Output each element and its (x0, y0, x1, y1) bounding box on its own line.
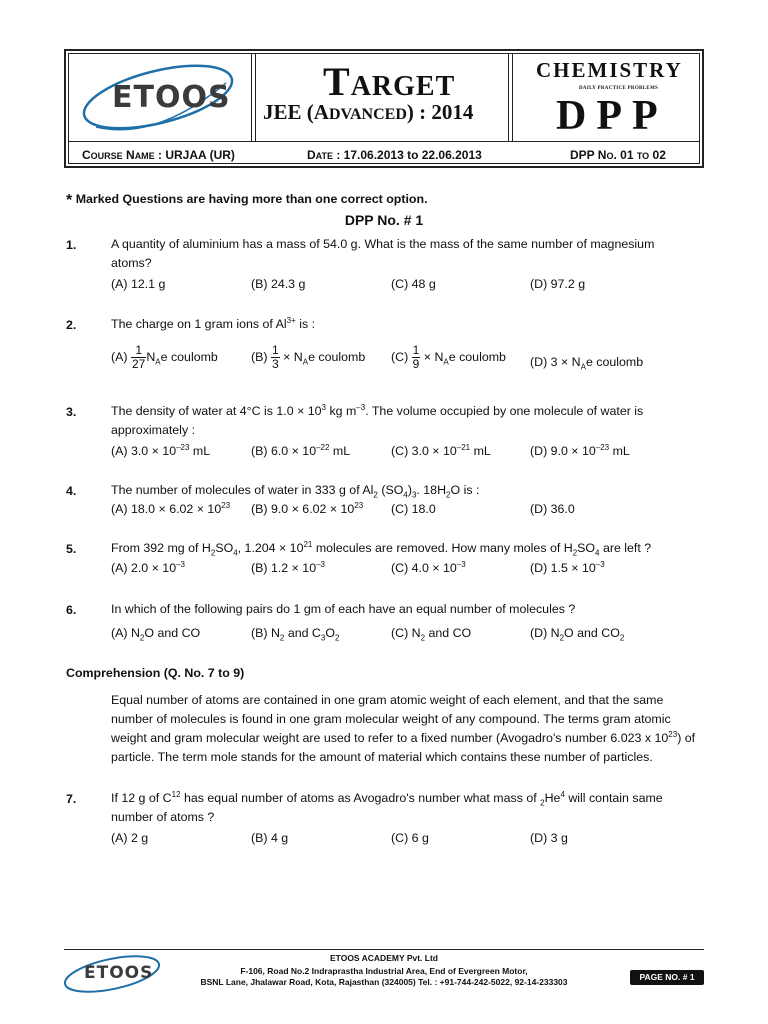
passage-line1: Equal number of atoms are contained in one gram atomic weight of each element, and that the same (111, 693, 664, 707)
date-d: D (307, 148, 316, 162)
q3-l1c: . The volume occupied by one molecule of water is (365, 404, 644, 418)
header-info-separator (68, 141, 700, 142)
q4-t3: ) (407, 483, 412, 497)
q4-option-c: (C) 18.0 (391, 502, 436, 516)
q1-option-c: (C) 48 g (391, 277, 436, 291)
q2-c-den: 9 (412, 357, 420, 371)
q5-t3: , 1.204 × 10 (237, 541, 304, 555)
q7-sup1: 12 (171, 789, 181, 799)
date-rest: ATE (315, 151, 334, 161)
q2-b-den: 3 (271, 357, 279, 371)
q7-t1: If 12 g of C (111, 791, 172, 805)
footer-rule (64, 949, 704, 950)
q1-option-a: (A) 12.1 g (111, 277, 166, 291)
q2-sup: 3+ (286, 315, 296, 325)
q5-c: (C) 4.0 × 10 (391, 561, 457, 575)
q2-a-fraction (131, 344, 146, 371)
q5-d-sup: –3 (595, 559, 605, 569)
q4-a: (A) 18.0 × 6.02 × 10 (111, 502, 222, 516)
q7-option-b: (B) 4 g (251, 831, 289, 845)
q6-b3: O (325, 626, 335, 640)
dpp-heading: DPP No. # 1 (344, 212, 424, 228)
jee-text: JEE ( (263, 100, 314, 124)
footer-address-1: F-106, Road No.2 Indraprastha Industrial Area, End of Evergreen Motor, (240, 966, 528, 976)
dpp-text: DPP N (570, 148, 607, 162)
q3-text (111, 402, 705, 440)
q3-a-sup: –23 (176, 442, 190, 452)
q6-c-s1: 2 (420, 633, 426, 643)
q1-number: 1. (66, 238, 77, 252)
q2-a-label: (A) (111, 349, 128, 364)
q2-text (111, 315, 315, 334)
q4-t4: . 18H (416, 483, 447, 497)
target-initial: T (323, 59, 351, 104)
dpp-to: TO (636, 151, 650, 161)
q3-d-sup: –23 (595, 442, 610, 452)
q2-c-num: 1 (412, 343, 420, 357)
course-name (82, 148, 235, 162)
q6-c1: (C) N (391, 626, 421, 640)
q4-s2: 4 (403, 490, 408, 500)
q3-b-tail: mL (329, 444, 351, 458)
header-divider-2b (512, 53, 513, 141)
q2-c-sub: A (443, 357, 449, 367)
course-n: N (122, 148, 135, 162)
q5-option-b (251, 561, 325, 575)
page-number-badge: PAGE NO. # 1 (630, 970, 704, 985)
q5-b: (B) 1.2 × 10 (251, 561, 317, 575)
q2-b-sub: A (302, 357, 309, 367)
q5-a-sup: –3 (176, 559, 185, 569)
q3-c-sup: –21 (456, 442, 471, 452)
q3-c: (C) 3.0 × 10 (391, 444, 457, 458)
adv-initial: A (313, 100, 329, 124)
q3-option-c (391, 444, 491, 458)
q6-text: In which of the following pairs do 1 gm of each have an equal number of molecules ? (111, 602, 576, 616)
q3-l1b: kg m (326, 404, 357, 418)
footer-address-2: BSNL Lane, Jhalawar Road, Kota, Rajasthan (324005) Tel. : +91-744-242-5022, 92-14-233303 (200, 977, 568, 987)
q2-b-label: (B) (251, 349, 268, 364)
q4-t2: (SO (377, 483, 404, 497)
q6-b-s2: 3 (320, 633, 326, 643)
q6-option-c (391, 626, 472, 643)
q5-option-a (111, 561, 185, 575)
q4-text (111, 481, 479, 500)
q5-t5: SO (577, 541, 596, 555)
q2-d-text: (D) 3 × N (530, 355, 581, 369)
q7-sup2: 4 (560, 789, 565, 799)
q5-b-sup: –3 (316, 559, 325, 569)
q5-d: (D) 1.5 × 10 (530, 561, 596, 575)
q6-a2: O and CO (144, 626, 201, 640)
q6-a1: (A) N (111, 626, 140, 640)
q6-option-a (111, 626, 201, 643)
target-rest: ARGET (350, 71, 456, 102)
q5-t1: From 392 mg of H (111, 541, 211, 555)
q2-a-num: 1 (131, 344, 146, 358)
q6-number: 6. (66, 603, 77, 617)
q2-c-mid: × N (420, 349, 444, 364)
passage-l3a: weight and gram molecular weight are used to refer to a fixed number (Avogadro's number 6.023 x 10 (111, 731, 669, 745)
passage-l3-sup: 23 (668, 729, 678, 739)
q4-s3: 3 (411, 490, 417, 500)
subject-title: CHEMISTRY (536, 58, 683, 82)
q1-line2: atoms? (111, 256, 152, 270)
q7-text (111, 789, 705, 827)
q7-line2: number of atoms ? (111, 810, 215, 824)
q3-c-tail: mL (470, 444, 491, 458)
q2-option-d (530, 355, 644, 372)
header-divider-1 (251, 53, 252, 141)
q6-b2: and C (284, 626, 321, 640)
q5-option-c (391, 561, 466, 575)
header-divider-1b (255, 53, 256, 141)
q3-option-b (251, 444, 350, 458)
q2-c-tail: e coulomb (448, 349, 506, 364)
q7-t4: will contain same (564, 791, 663, 805)
q1-text (111, 235, 705, 273)
passage-line2: number of molecules is found in one gram molecular weight of any compound. The terms gram atomic (111, 712, 671, 726)
adv-rest: DVANCED (328, 106, 407, 123)
q3-l1a: The density of water at 4°C is 1.0 × 10 (111, 404, 322, 418)
q4-a-sup: 23 (221, 500, 231, 510)
course-value: : URJAA (UR) (154, 148, 235, 162)
q1-option-b: (B) 24.3 g (251, 277, 306, 291)
q7-number: 7. (66, 792, 77, 806)
q4-b-sup: 23 (354, 500, 364, 510)
q4-t1: The number of molecules of water in 333 g of Al (111, 483, 374, 497)
q5-option-d (530, 561, 605, 575)
q5-number: 5. (66, 542, 77, 556)
q7-option-d: (D) 3 g (530, 831, 568, 845)
note-star: * (66, 192, 73, 209)
q7-t3: He (544, 791, 561, 805)
q5-t4: molecules are removed. How many moles of H (312, 541, 573, 555)
q3-option-d (530, 444, 630, 458)
q5-a: (A) 2.0 × 10 (111, 561, 177, 575)
q7-line1 (111, 789, 705, 808)
q6-b1: (B) N (251, 626, 280, 640)
q3-b-sup: –22 (316, 442, 330, 452)
q4-number: 4. (66, 484, 77, 498)
q5-text (111, 539, 651, 558)
header-divider-2 (508, 53, 509, 141)
q2-d-tail: e coulomb (585, 355, 644, 369)
course-rest: OURSE (90, 151, 123, 161)
q3-b: (B) 6.0 × 10 (251, 444, 317, 458)
q2-c-label: (C) (391, 349, 409, 364)
q3-d-tail: mL (609, 444, 630, 458)
q2-a-tail: e coulomb (160, 349, 218, 364)
q3-d: (D) 9.0 × 10 (530, 444, 596, 458)
course-c: C (82, 148, 91, 162)
daily-practice-label: DAILY PRACTICE PROBLEMS (579, 86, 659, 91)
q3-option-a (111, 444, 210, 458)
dpp-number (570, 148, 666, 162)
q5-t6: are left ? (599, 541, 652, 555)
q3-a: (A) 3.0 × 10 (111, 444, 177, 458)
q2-d-sub: A (580, 362, 586, 372)
passage-line3 (111, 729, 705, 748)
dpp-end: 02 (649, 148, 666, 162)
date-value: : 17.06.2013 to 22.06.2013 (333, 148, 482, 162)
footer-logo-text: ETOOS (84, 963, 154, 983)
q4-t5: O is : (450, 483, 480, 497)
passage-line4: particle. The term mole stands for the amount of material which contains these number of particles. (111, 750, 653, 764)
logo-text: ETOOS (112, 80, 231, 115)
course-rest2: AME (134, 151, 155, 161)
q6-d1: (D) N (530, 626, 560, 640)
q3-a-tail: mL (189, 444, 211, 458)
q2-number: 2. (66, 318, 77, 332)
q5-t2: SO (215, 541, 234, 555)
q7-presub: 2 (540, 798, 545, 808)
q4-s1: 2 (373, 490, 378, 500)
dpp-num: . 01 (613, 148, 637, 162)
q2-b-fraction (271, 344, 280, 371)
q7-option-c: (C) 6 g (391, 831, 429, 845)
q5-c-sup: –3 (456, 559, 466, 569)
q2-text-b: is : (295, 317, 316, 331)
q2-a-n: N (146, 349, 156, 364)
q5-s2: 4 (233, 548, 238, 558)
q1-line1: A quantity of aluminium has a mass of 54.0 g. What is the mass of the same number of magnesium (111, 237, 655, 251)
marked-note (66, 192, 428, 210)
dpp-title: DPP (556, 93, 668, 139)
q4-s4: 2 (446, 490, 451, 500)
q6-d-s1: 2 (559, 633, 565, 643)
q6-d2: O and CO (564, 626, 620, 640)
q4-option-d: (D) 36.0 (530, 502, 575, 516)
note-text: Marked Questions are having more than one correct option. (75, 192, 428, 206)
q2-a-sub: A (155, 357, 161, 367)
q1-option-d: (D) 97.2 g (530, 277, 586, 291)
q3-line1 (111, 402, 705, 421)
q6-b-s3: 2 (334, 633, 340, 643)
q2-b-num: 1 (271, 343, 279, 357)
passage-l3b: ) of (677, 731, 696, 745)
q5-sup: 21 (303, 539, 313, 549)
q7-t2: has equal number of atoms as Avogadro's number what mass of (180, 791, 541, 805)
comprehension-heading: Comprehension (Q. No. 7 to 9) (66, 666, 245, 680)
q3-sup1: 3 (321, 402, 326, 412)
q7-option-a: (A) 2 g (111, 831, 149, 845)
q2-b-tail: e coulomb (308, 349, 366, 364)
q2-option-c (391, 344, 506, 371)
comprehension-passage (111, 691, 705, 767)
q6-option-b (251, 626, 340, 643)
q4-b: (B) 9.0 × 6.02 × 10 (251, 502, 355, 516)
q2-option-b (251, 344, 365, 371)
q2-b-mid: × N (279, 349, 303, 364)
q2-text-a: The charge on 1 gram ions of Al (111, 317, 287, 331)
date-range (307, 148, 482, 162)
q5-s3: 2 (572, 548, 578, 558)
q5-s4: 4 (595, 548, 600, 558)
q2-a-den: 27 (131, 357, 146, 371)
q6-c2: and CO (425, 626, 472, 640)
q3-number: 3. (66, 405, 77, 419)
q3-line2: approximately : (111, 423, 196, 437)
dpp-o: O (606, 151, 614, 161)
q4-option-a (111, 502, 230, 516)
title-target (323, 58, 455, 105)
q6-b-s1: 2 (279, 633, 285, 643)
q2-option-a (111, 344, 218, 371)
q6-a-s1: 2 (139, 633, 145, 643)
footer-company: ETOOS ACADEMY Pvt. Ltd (330, 953, 438, 963)
jee-tail: ) : 2014 (406, 100, 474, 124)
q3-sup2: –3 (356, 402, 366, 412)
q6-d-s2: 2 (619, 633, 625, 643)
title-jee (263, 100, 473, 125)
q4-option-b (251, 502, 363, 516)
q6-option-d (530, 626, 625, 643)
q5-s1: 2 (210, 548, 216, 558)
